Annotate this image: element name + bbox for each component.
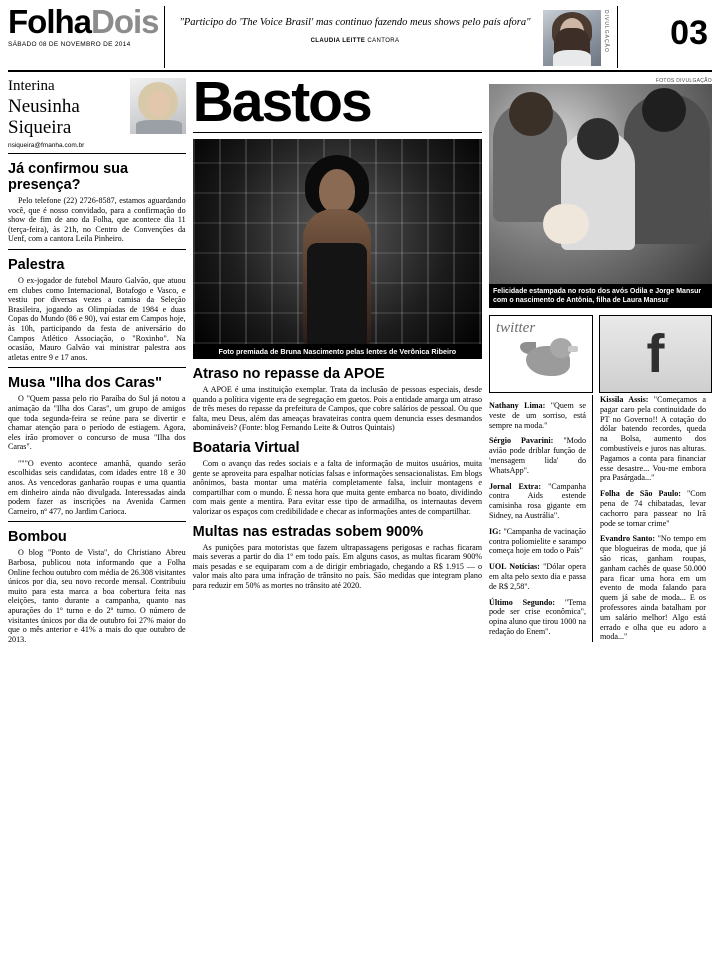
person-left-head-shape xyxy=(509,92,553,136)
section-heading: Multas nas estradas sobem 900% xyxy=(192,523,424,540)
quote-author-role: CANTORA xyxy=(367,38,400,44)
tweet-item xyxy=(489,482,586,521)
post-author: Kissila Assis: xyxy=(600,395,649,404)
columnist-email[interactable]: nsiqueira@fmanha.com.br xyxy=(8,142,85,149)
baby-shape xyxy=(543,204,589,244)
tweet-author: UOL Notícias: xyxy=(489,562,540,572)
article-body xyxy=(8,548,186,644)
tweet-author: IG: xyxy=(489,526,502,536)
photo-credit: FOTOS DIVULGAÇÃO xyxy=(655,78,712,84)
facebook-logo-box xyxy=(599,315,712,393)
section-heading: Bombou xyxy=(8,529,67,546)
facebook-f-icon: f xyxy=(646,324,665,384)
divider xyxy=(8,367,186,368)
twitter-wordmark: twitter xyxy=(496,320,536,336)
tweet-text: "Campanha de vacinação contra poliomielite e sarampo começa hoje em todo o País" xyxy=(489,526,586,556)
person-right-head-shape xyxy=(642,88,686,132)
bastos-title: Bastos xyxy=(192,70,371,134)
main-photo xyxy=(193,139,482,344)
page-number: 03 xyxy=(670,14,708,52)
paragraph: """O evento acontece amanhã, quando serão escolhidas seis candidatas, com idades entre 18 e 30 anos. As vencedoras ganharão roupas e uma quantia em dinheiro ainda não divulgada. Interessadas ainda podem fazer as inscrições na Avenida Carmen Carneiro, nº 477, no Jardim Carioca. xyxy=(8,458,186,516)
columnist-header xyxy=(8,78,186,154)
tweet-item xyxy=(489,527,586,556)
masthead xyxy=(8,3,712,72)
post-author: Evandro Santo: xyxy=(600,534,656,544)
title-part-1: Folha xyxy=(8,3,91,40)
columnist-name: Neusinha Siqueira xyxy=(8,96,80,138)
section-heading: Palestra xyxy=(8,256,65,273)
person-center-head-shape xyxy=(577,118,619,160)
columnist-photo xyxy=(130,78,186,134)
paragraph: A APOE é uma instituição exemplar. Trata da inclusão de pessoas especiais, desde quando a política vigente era de segregação em guetos. Pois a entidade amarga um atraso de três meses do repasse da prefeitura de Campos, que cobre salários de pessoal. Ou que falta, meu Deus, além das ameaças bravateiras contra quem denuncia esses desmandos abomináveis? (Fonte: blog Fernando Leite & Outros Quintais) xyxy=(192,385,482,433)
paragraph: As punições para motoristas que fazem ultrapassagens perigosas e rachas ficaram mais severas a partir do dia 1º em todo país. Em alguns casos, as multas ficaram 900% mais pesadas e se equiparam com a de dirigir embriagado, chegando a R$ 1.915 — o valor mais alto para uma infração de trânsito no país. São medidas que integram plano para reduzir em 50% as mortes no trânsito até 2020. xyxy=(192,542,482,590)
columnist-body-shape xyxy=(136,120,182,134)
tweet-text: "Quem se veste de um sorriso, está sempre na moda." xyxy=(489,401,586,430)
quote-portrait-photo xyxy=(543,10,601,66)
edition-date: SÁBADO 08 DE NOVEMBRO DE 2014 xyxy=(8,41,131,48)
tweet-author: Último Segundo: xyxy=(489,597,556,607)
family-photo xyxy=(489,84,712,284)
quote-credit xyxy=(173,38,537,44)
figure-dress-shape xyxy=(307,243,367,344)
article-body xyxy=(193,385,482,433)
twitter-bird-icon xyxy=(520,336,578,384)
article-body xyxy=(8,196,186,244)
left-column xyxy=(8,78,186,644)
masthead-quote-block xyxy=(164,6,618,68)
divider xyxy=(8,521,186,522)
tweet-text: "Campanha contra Aids estende camisinha rosa gigante em Sidney, na Austrália". xyxy=(489,481,586,520)
pull-quote: "Participo do 'The Voice Brasil' mas continuo fazendo meus shows pelo país afora" xyxy=(179,17,531,28)
masthead-page-block xyxy=(624,6,712,50)
post-text: "No tempo em que blogueiras de moda, que já são ricas, ganham roupas, ganham cachês de quase 50.000 para ficar uma hora em um evento de moda falando para quem já sabe de moda... E os professores ainda batalham por um salário melhor! Algo está errado e olha que eu adoro a moda..." xyxy=(600,534,706,642)
social-boxes xyxy=(489,315,712,393)
top-section xyxy=(8,70,712,644)
paragraph: O ex-jogador de futebol Mauro Galvão, que atuou em clubes como Internacional, Botafogo e Vasco, e vestiu por diversas vezes a camisa da Seleção Brasileira, jogando as Olimpíadas de 1984 e duas Copas do Mundo (86 e 90), vai estar em Campos hoje, às 10h, participando da festa de aniversário do Campos Atlético Associação, o "Roxinho". Na ocasião, Mauro Galvão vai ministrar palestra aos atletas entre 9 e 17 anos. xyxy=(8,275,186,362)
columnist-text xyxy=(8,78,126,149)
paragraph: Pelo telefone (22) 2726-8587, estamos aguardando você, que é nosso convidado, para a confirmação do show de fim de ano da Folha, que acontece dia 11 (terça-feira), às 21h, no Centro de Convenções da Uenf, com a cantora Leila Pinheiro. xyxy=(8,196,186,244)
title-part-2: Dois xyxy=(91,3,159,40)
section-heading: Musa "Ilha dos Caras" xyxy=(8,375,162,392)
paragraph: O blog "Ponto de Vista", do Christiano Abreu Barbosa, publicou nota informando que a Folha Online fechou outubro com média de 26.308 visitantes únicos por dia, seu novo recorde mensal. Contribuiu muito para esta marca a boa cobertura feita nas eleições, tanto durante a campanha, quanto nas apurações do 1º turno e do 2º turno. O número de visitantes únicos por dia de outubro foi 27% maior do que o mês anterior e 41% a mais do que outubro de 2013. xyxy=(8,548,186,644)
tweet-item xyxy=(489,401,586,430)
twitter-column xyxy=(489,395,593,642)
tweet-item xyxy=(489,436,586,475)
facebook-column xyxy=(593,395,706,642)
bird-beak-shape xyxy=(568,346,578,352)
facebook-box-wrap xyxy=(599,315,712,393)
divider xyxy=(8,249,186,250)
tweet-text: "Tema pode ser crise econômica", opina aluno que tirou 1000 na redação do Enem". xyxy=(489,597,586,636)
article-body xyxy=(8,394,186,516)
figure-face-shape xyxy=(319,169,355,213)
family-photo-caption: Felicidade estampada no rosto dos avós Odila e Jorge Mansur com o nascimento de Antônia, filha de Laura Mansur xyxy=(489,284,712,308)
main-photo-caption: Foto premiada de Bruna Nascimento pelas lentes de Verônica Ribeiro xyxy=(193,344,482,359)
masthead-brand xyxy=(8,3,159,48)
post-text: "Começamos a pagar caro pela continuidade do PT no Governo!! A cotação do dólar batendo recordes, queda na Bolsa, aumento dos combustíveis e juros nas alturas. Pagamos a conta para financiar esse desastre... Vou-me embora pra Pasárgada..." xyxy=(600,395,707,483)
facebook-post-item xyxy=(600,395,706,483)
article-body xyxy=(193,459,482,517)
tweet-text: "Modo avião pode driblar função de 'mensagem lida' do WhatsApp". xyxy=(489,436,586,475)
social-text-columns xyxy=(489,395,712,642)
center-column xyxy=(192,70,482,644)
portrait-body-shape xyxy=(553,50,591,66)
paragraph: Com o avanço das redes sociais e a falta de informação de muitos usuários, muita gente se aproveita para espalhar notícias falsas e informações sensacionalistas. Em blogs anônimos, basta montar uma matéria completamente falsa, incluir montagens e compartilhar com o mundo. É nessa hora que muita gente embarca no boato, dividindo com mais gente a mentira. Para evitar esse tipo de armadilha, os internautas devem valorizar os espaços com credibilidade e checar as informações antes de compartilhar. xyxy=(192,458,482,516)
quote-wrap xyxy=(173,10,537,44)
section-heading: Já confirmou sua presença? xyxy=(8,161,129,193)
quote-author: CLAUDIA LEITTE xyxy=(310,38,366,44)
article-body xyxy=(193,543,482,591)
tweet-item xyxy=(489,598,586,637)
facebook-post-item xyxy=(600,534,706,642)
tweet-author: Nathany Lima: xyxy=(489,401,546,410)
tweet-item xyxy=(489,562,586,591)
twitter-logo-box xyxy=(489,315,593,393)
photo-credit-vertical: DIVULGAÇÃO xyxy=(603,10,609,53)
newspaper-title xyxy=(8,3,159,40)
post-text: "Com pena de 74 chibatadas, levar cachorro para passear no Irã pode se tornar crime" xyxy=(600,489,706,528)
tweet-author: Sérgio Pavarini: xyxy=(489,436,554,446)
right-column xyxy=(489,78,712,644)
tweet-text: "Dólar opera em alta pelo sexto dia e passa de R$ 2,58". xyxy=(489,562,587,591)
section-heading: Boataria Virtual xyxy=(192,439,300,456)
paragraph: O "Quem passa pelo rio Paraíba do Sul já notou a animação da "Ilha dos Caras", um grupo de amigos que toda segunda-feira se reúne para se divertir e chamar atenção para o período de estiagem. Agora, eles irão promover o concurso de musa "Ilha dos Caras". xyxy=(8,394,186,452)
columnist-role: Interina xyxy=(8,78,55,94)
tweet-author: Jornal Extra: xyxy=(489,481,542,491)
columnist-face-shape xyxy=(148,90,170,116)
photo-figure xyxy=(281,155,393,344)
twitter-box-wrap xyxy=(489,315,593,393)
post-author: Folha de São Paulo: xyxy=(600,489,681,499)
section-heading: Atraso no repasse da APOE xyxy=(192,366,385,382)
facebook-post-item xyxy=(600,489,706,528)
article-body xyxy=(8,276,186,362)
